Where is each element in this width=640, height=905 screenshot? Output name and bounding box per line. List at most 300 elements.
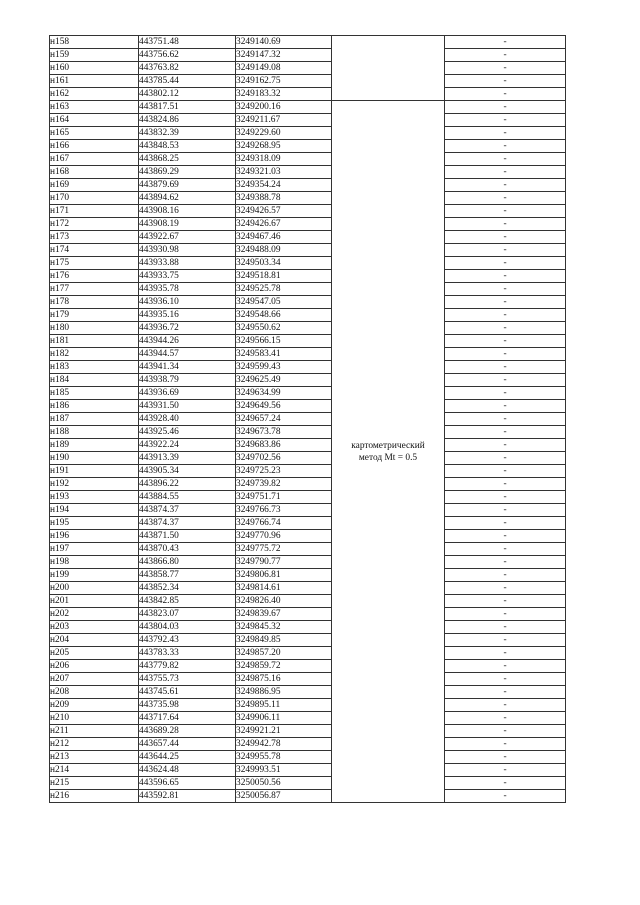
point-id-cell: н166: [50, 140, 139, 153]
point-id-cell: н193: [50, 491, 139, 504]
table-row: [50, 634, 566, 647]
x-coordinate-cell: 443931.50: [139, 400, 236, 413]
y-coordinate-cell: 3250056.87: [236, 790, 332, 803]
table-row: [50, 140, 566, 153]
point-id-cell: н169: [50, 179, 139, 192]
y-coordinate-cell: 3249766.73: [236, 504, 332, 517]
dash-cell: -: [445, 686, 566, 699]
dash-cell: -: [445, 504, 566, 517]
y-coordinate-cell: 3249790.77: [236, 556, 332, 569]
y-coordinate-cell: 3249599.43: [236, 361, 332, 374]
point-id-cell: н187: [50, 413, 139, 426]
table-row: [50, 244, 566, 257]
dash-cell: -: [445, 153, 566, 166]
table-row: [50, 114, 566, 127]
table-row: [50, 439, 566, 452]
table-row: [50, 231, 566, 244]
dash-cell: -: [445, 62, 566, 75]
y-coordinate-cell: 3249149.08: [236, 62, 332, 75]
x-coordinate-cell: 443848.53: [139, 140, 236, 153]
table-row: [50, 751, 566, 764]
point-id-cell: н170: [50, 192, 139, 205]
x-coordinate-cell: 443592.81: [139, 790, 236, 803]
table-row: [50, 543, 566, 556]
x-coordinate-cell: 443735.98: [139, 699, 236, 712]
x-coordinate-cell: 443879.69: [139, 179, 236, 192]
x-coordinate-cell: 443792.43: [139, 634, 236, 647]
y-coordinate-cell: 3249942.78: [236, 738, 332, 751]
y-coordinate-cell: 3249814.61: [236, 582, 332, 595]
y-coordinate-cell: 3249673.78: [236, 426, 332, 439]
method-accuracy-text: метод Mt = 0.5: [358, 452, 418, 463]
table-row: [50, 621, 566, 634]
dash-cell: -: [445, 608, 566, 621]
point-id-cell: н210: [50, 712, 139, 725]
dash-cell: -: [445, 361, 566, 374]
x-coordinate-cell: 443933.75: [139, 270, 236, 283]
y-coordinate-cell: 3249955.78: [236, 751, 332, 764]
x-coordinate-cell: 443936.72: [139, 322, 236, 335]
dash-cell: -: [445, 218, 566, 231]
table-row: [50, 335, 566, 348]
point-id-cell: н216: [50, 790, 139, 803]
point-id-cell: н199: [50, 569, 139, 582]
y-coordinate-cell: 3249318.09: [236, 153, 332, 166]
x-coordinate-cell: 443751.48: [139, 36, 236, 49]
y-coordinate-cell: 3249566.15: [236, 335, 332, 348]
table-row: [50, 153, 566, 166]
x-coordinate-cell: 443868.25: [139, 153, 236, 166]
y-coordinate-cell: 3249921.21: [236, 725, 332, 738]
x-coordinate-cell: 443832.39: [139, 127, 236, 140]
point-id-cell: н201: [50, 595, 139, 608]
point-id-cell: н168: [50, 166, 139, 179]
x-coordinate-cell: 443930.98: [139, 244, 236, 257]
dash-cell: -: [445, 387, 566, 400]
x-coordinate-cell: 443596.65: [139, 777, 236, 790]
point-id-cell: н162: [50, 88, 139, 101]
dash-cell: -: [445, 374, 566, 387]
dash-cell: -: [445, 283, 566, 296]
dash-cell: -: [445, 439, 566, 452]
y-coordinate-cell: 3249775.72: [236, 543, 332, 556]
dash-cell: -: [445, 179, 566, 192]
point-id-cell: н181: [50, 335, 139, 348]
x-coordinate-cell: 443941.34: [139, 361, 236, 374]
x-coordinate-cell: 443908.16: [139, 205, 236, 218]
dash-cell: -: [445, 660, 566, 673]
point-id-cell: н214: [50, 764, 139, 777]
x-coordinate-cell: 443913.39: [139, 452, 236, 465]
dash-cell: -: [445, 751, 566, 764]
table-row: [50, 192, 566, 205]
dash-cell: -: [445, 634, 566, 647]
point-id-cell: н186: [50, 400, 139, 413]
y-coordinate-cell: 3249183.32: [236, 88, 332, 101]
x-coordinate-cell: 443717.64: [139, 712, 236, 725]
table-row: [50, 673, 566, 686]
x-coordinate-cell: 443858.77: [139, 569, 236, 582]
dash-cell: -: [445, 777, 566, 790]
x-coordinate-cell: 443866.80: [139, 556, 236, 569]
point-id-cell: н192: [50, 478, 139, 491]
point-id-cell: н158: [50, 36, 139, 49]
x-coordinate-cell: 443870.43: [139, 543, 236, 556]
y-coordinate-cell: 3249993.51: [236, 764, 332, 777]
y-coordinate-cell: 3249859.72: [236, 660, 332, 673]
x-coordinate-cell: 443874.37: [139, 517, 236, 530]
table-row: [50, 712, 566, 725]
point-id-cell: н174: [50, 244, 139, 257]
table-row: [50, 595, 566, 608]
table-row: [50, 608, 566, 621]
table-row: [50, 322, 566, 335]
y-coordinate-cell: 3249268.95: [236, 140, 332, 153]
x-coordinate-cell: 443823.07: [139, 608, 236, 621]
point-id-cell: н175: [50, 257, 139, 270]
x-coordinate-cell: 443755.73: [139, 673, 236, 686]
point-id-cell: н182: [50, 348, 139, 361]
dash-cell: -: [445, 322, 566, 335]
point-id-cell: н183: [50, 361, 139, 374]
dash-cell: -: [445, 127, 566, 140]
dash-cell: -: [445, 309, 566, 322]
dash-cell: -: [445, 270, 566, 283]
x-coordinate-cell: 443938.79: [139, 374, 236, 387]
point-id-cell: н180: [50, 322, 139, 335]
y-coordinate-cell: 3249702.56: [236, 452, 332, 465]
y-coordinate-cell: 3249725.23: [236, 465, 332, 478]
point-id-cell: н161: [50, 75, 139, 88]
x-coordinate-cell: 443785.44: [139, 75, 236, 88]
point-id-cell: н160: [50, 62, 139, 75]
x-coordinate-cell: 443922.24: [139, 439, 236, 452]
point-id-cell: н212: [50, 738, 139, 751]
coordinates-table-body: [50, 36, 566, 803]
point-id-cell: н184: [50, 374, 139, 387]
dash-cell: -: [445, 738, 566, 751]
table-row: [50, 738, 566, 751]
point-id-cell: н206: [50, 660, 139, 673]
point-id-cell: н207: [50, 673, 139, 686]
table-row: [50, 283, 566, 296]
dash-cell: -: [445, 413, 566, 426]
x-coordinate-cell: 443935.16: [139, 309, 236, 322]
x-coordinate-cell: 443944.26: [139, 335, 236, 348]
table-row: [50, 556, 566, 569]
table-row: [50, 374, 566, 387]
x-coordinate-cell: 443689.28: [139, 725, 236, 738]
x-coordinate-cell: 443936.10: [139, 296, 236, 309]
x-coordinate-cell: 443908.19: [139, 218, 236, 231]
x-coordinate-cell: 443874.37: [139, 504, 236, 517]
x-coordinate-cell: 443783.33: [139, 647, 236, 660]
point-id-cell: н202: [50, 608, 139, 621]
x-coordinate-cell: 443802.12: [139, 88, 236, 101]
point-id-cell: н195: [50, 517, 139, 530]
dash-cell: -: [445, 673, 566, 686]
y-coordinate-cell: 3249147.32: [236, 49, 332, 62]
y-coordinate-cell: 3249739.82: [236, 478, 332, 491]
y-coordinate-cell: 3249525.78: [236, 283, 332, 296]
x-coordinate-cell: 443922.67: [139, 231, 236, 244]
table-row: [50, 582, 566, 595]
point-id-cell: н200: [50, 582, 139, 595]
y-coordinate-cell: 3249875.16: [236, 673, 332, 686]
point-id-cell: н185: [50, 387, 139, 400]
x-coordinate-cell: 443944.57: [139, 348, 236, 361]
y-coordinate-cell: 3249770.96: [236, 530, 332, 543]
point-id-cell: н159: [50, 49, 139, 62]
table-row: [50, 517, 566, 530]
point-id-cell: н173: [50, 231, 139, 244]
dash-cell: -: [445, 478, 566, 491]
table-row: [50, 361, 566, 374]
point-id-cell: н176: [50, 270, 139, 283]
dash-cell: -: [445, 543, 566, 556]
x-coordinate-cell: 443884.55: [139, 491, 236, 504]
table-row: [50, 296, 566, 309]
y-coordinate-cell: 3250050.56: [236, 777, 332, 790]
y-coordinate-cell: 3249806.81: [236, 569, 332, 582]
point-id-cell: н215: [50, 777, 139, 790]
y-coordinate-cell: 3249683.86: [236, 439, 332, 452]
dash-cell: -: [445, 36, 566, 49]
coordinates-table: [49, 35, 566, 803]
table-row: [50, 179, 566, 192]
y-coordinate-cell: 3249321.03: [236, 166, 332, 179]
x-coordinate-cell: 443852.34: [139, 582, 236, 595]
table-row: [50, 166, 566, 179]
dash-cell: -: [445, 452, 566, 465]
point-id-cell: н167: [50, 153, 139, 166]
dash-cell: -: [445, 426, 566, 439]
x-coordinate-cell: 443745.61: [139, 686, 236, 699]
dash-cell: -: [445, 621, 566, 634]
table-row: [50, 309, 566, 322]
y-coordinate-cell: 3249649.56: [236, 400, 332, 413]
table-row: [50, 764, 566, 777]
y-coordinate-cell: 3249657.24: [236, 413, 332, 426]
table-row: [50, 400, 566, 413]
table-row: [50, 725, 566, 738]
table-row: [50, 569, 566, 582]
dash-cell: -: [445, 296, 566, 309]
dash-cell: -: [445, 491, 566, 504]
table-row: [50, 504, 566, 517]
table-row: [50, 101, 566, 114]
dash-cell: -: [445, 166, 566, 179]
dash-cell: -: [445, 517, 566, 530]
dash-cell: -: [445, 790, 566, 803]
method-cell: [332, 101, 445, 803]
table-row: [50, 647, 566, 660]
dash-cell: -: [445, 465, 566, 478]
table-row: [50, 790, 566, 803]
table-row: [50, 36, 566, 49]
point-id-cell: н211: [50, 725, 139, 738]
dash-cell: -: [445, 530, 566, 543]
dash-cell: -: [445, 725, 566, 738]
x-coordinate-cell: 443935.78: [139, 283, 236, 296]
table-row: [50, 660, 566, 673]
dash-cell: -: [445, 88, 566, 101]
table-row: [50, 465, 566, 478]
table-row: [50, 387, 566, 400]
x-coordinate-cell: 443925.46: [139, 426, 236, 439]
y-coordinate-cell: 3249849.85: [236, 634, 332, 647]
y-coordinate-cell: 3249211.67: [236, 114, 332, 127]
x-coordinate-cell: 443894.62: [139, 192, 236, 205]
x-coordinate-cell: 443804.03: [139, 621, 236, 634]
y-coordinate-cell: 3249906.11: [236, 712, 332, 725]
dash-cell: -: [445, 647, 566, 660]
x-coordinate-cell: 443756.62: [139, 49, 236, 62]
y-coordinate-cell: 3249518.81: [236, 270, 332, 283]
point-id-cell: н198: [50, 556, 139, 569]
y-coordinate-cell: 3249845.32: [236, 621, 332, 634]
dash-cell: -: [445, 400, 566, 413]
table-row: [50, 777, 566, 790]
y-coordinate-cell: 3249488.09: [236, 244, 332, 257]
x-coordinate-cell: 443869.29: [139, 166, 236, 179]
y-coordinate-cell: 3249467.46: [236, 231, 332, 244]
dash-cell: -: [445, 257, 566, 270]
x-coordinate-cell: 443763.82: [139, 62, 236, 75]
y-coordinate-cell: 3249229.60: [236, 127, 332, 140]
dash-cell: -: [445, 556, 566, 569]
point-id-cell: н179: [50, 309, 139, 322]
y-coordinate-cell: 3249583.41: [236, 348, 332, 361]
x-coordinate-cell: 443842.85: [139, 595, 236, 608]
point-id-cell: н163: [50, 101, 139, 114]
table-row: [50, 686, 566, 699]
x-coordinate-cell: 443936.69: [139, 387, 236, 400]
table-row: [50, 478, 566, 491]
table-row: [50, 348, 566, 361]
point-id-cell: н189: [50, 439, 139, 452]
dash-cell: -: [445, 75, 566, 88]
dash-cell: -: [445, 764, 566, 777]
table-row: [50, 426, 566, 439]
point-id-cell: н178: [50, 296, 139, 309]
x-coordinate-cell: 443933.88: [139, 257, 236, 270]
y-coordinate-cell: 3249354.24: [236, 179, 332, 192]
y-coordinate-cell: 3249388.78: [236, 192, 332, 205]
table-row: [50, 530, 566, 543]
point-id-cell: н197: [50, 543, 139, 556]
x-coordinate-cell: 443779.82: [139, 660, 236, 673]
point-id-cell: н203: [50, 621, 139, 634]
dash-cell: -: [445, 114, 566, 127]
table-row: [50, 205, 566, 218]
table-row: [50, 452, 566, 465]
x-coordinate-cell: 443905.34: [139, 465, 236, 478]
dash-cell: -: [445, 569, 566, 582]
table-row: [50, 270, 566, 283]
dash-cell: -: [445, 140, 566, 153]
table-row: [50, 257, 566, 270]
point-id-cell: н172: [50, 218, 139, 231]
point-id-cell: н205: [50, 647, 139, 660]
x-coordinate-cell: 443817.51: [139, 101, 236, 114]
point-id-cell: н188: [50, 426, 139, 439]
dash-cell: -: [445, 205, 566, 218]
table-row: [50, 699, 566, 712]
dash-cell: -: [445, 335, 566, 348]
x-coordinate-cell: 443644.25: [139, 751, 236, 764]
point-id-cell: н213: [50, 751, 139, 764]
y-coordinate-cell: 3249826.40: [236, 595, 332, 608]
point-id-cell: н190: [50, 452, 139, 465]
point-id-cell: н204: [50, 634, 139, 647]
dash-cell: -: [445, 595, 566, 608]
dash-cell: -: [445, 244, 566, 257]
x-coordinate-cell: 443657.44: [139, 738, 236, 751]
dash-cell: -: [445, 582, 566, 595]
point-id-cell: н196: [50, 530, 139, 543]
y-coordinate-cell: 3249162.75: [236, 75, 332, 88]
y-coordinate-cell: 3249426.67: [236, 218, 332, 231]
point-id-cell: н208: [50, 686, 139, 699]
y-coordinate-cell: 3249426.57: [236, 205, 332, 218]
y-coordinate-cell: 3249634.99: [236, 387, 332, 400]
table-row: [50, 127, 566, 140]
table-row: [50, 62, 566, 75]
y-coordinate-cell: 3249503.34: [236, 257, 332, 270]
y-coordinate-cell: 3249857.20: [236, 647, 332, 660]
table-row: [50, 218, 566, 231]
point-id-cell: н194: [50, 504, 139, 517]
table-row: [50, 49, 566, 62]
table-row: [50, 413, 566, 426]
table-row: [50, 88, 566, 101]
y-coordinate-cell: 3249839.67: [236, 608, 332, 621]
point-id-cell: н164: [50, 114, 139, 127]
dash-cell: -: [445, 49, 566, 62]
y-coordinate-cell: 3249895.11: [236, 699, 332, 712]
x-coordinate-cell: 443624.48: [139, 764, 236, 777]
point-id-cell: н171: [50, 205, 139, 218]
table-row: [50, 75, 566, 88]
y-coordinate-cell: 3249200.16: [236, 101, 332, 114]
x-coordinate-cell: 443896.22: [139, 478, 236, 491]
dash-cell: -: [445, 712, 566, 725]
point-id-cell: н177: [50, 283, 139, 296]
x-coordinate-cell: 443928.40: [139, 413, 236, 426]
y-coordinate-cell: 3249766.74: [236, 517, 332, 530]
x-coordinate-cell: 443824.86: [139, 114, 236, 127]
table-row: [50, 491, 566, 504]
method-name-text: картометрический: [351, 440, 425, 451]
x-coordinate-cell: 443871.50: [139, 530, 236, 543]
dash-cell: -: [445, 348, 566, 361]
y-coordinate-cell: 3249547.05: [236, 296, 332, 309]
y-coordinate-cell: 3249751.71: [236, 491, 332, 504]
method-cell-upper: [332, 36, 445, 101]
dash-cell: -: [445, 699, 566, 712]
dash-cell: -: [445, 231, 566, 244]
y-coordinate-cell: 3249140.69: [236, 36, 332, 49]
dash-cell: -: [445, 192, 566, 205]
y-coordinate-cell: 3249550.62: [236, 322, 332, 335]
point-id-cell: н165: [50, 127, 139, 140]
y-coordinate-cell: 3249548.66: [236, 309, 332, 322]
y-coordinate-cell: 3249886.95: [236, 686, 332, 699]
point-id-cell: н191: [50, 465, 139, 478]
dash-cell: -: [445, 101, 566, 114]
point-id-cell: н209: [50, 699, 139, 712]
